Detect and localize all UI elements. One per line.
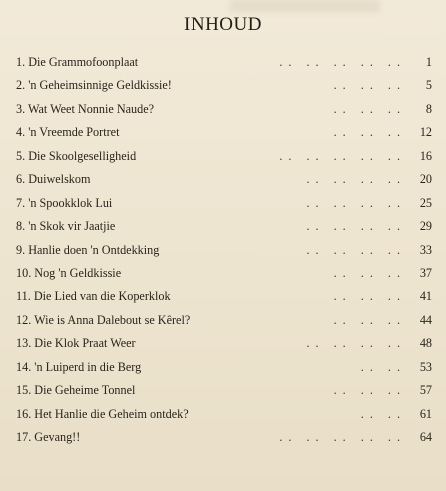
toc-entry-text — [16, 379, 135, 402]
chapter-number: 2. — [16, 78, 26, 93]
chapter-number: 15. — [16, 383, 32, 398]
chapter-number: 9. — [16, 242, 26, 257]
toc-entry — [16, 356, 432, 379]
chapter-number: 5. — [16, 148, 26, 163]
dot-leader: .. .. .. .. .. — [279, 148, 406, 163]
toc-entry — [16, 309, 432, 332]
table-of-contents — [16, 51, 432, 449]
show-through-smudge — [230, 0, 380, 12]
chapter-title: 'n Vreemde Portret — [28, 125, 120, 140]
chapter-number: 13. — [16, 336, 32, 351]
dot-leader: .. .. — [360, 406, 406, 421]
toc-entry-text — [16, 239, 159, 262]
page-number: 20 — [419, 172, 432, 187]
toc-entry — [16, 332, 432, 355]
page-number: 12 — [419, 125, 432, 140]
toc-entry-text — [16, 98, 154, 121]
toc-entry-text — [16, 403, 189, 426]
dot-leader: .. .. .. — [333, 101, 406, 116]
chapter-title: Nog 'n Geldkissie — [34, 265, 122, 280]
page-number: 37 — [419, 265, 432, 280]
chapter-number: 4. — [16, 125, 26, 140]
dot-leader: .. .. .. .. — [306, 172, 406, 187]
toc-entry-text — [16, 285, 171, 308]
dot-leader: .. .. .. — [333, 78, 406, 93]
chapter-number: 10. — [16, 265, 32, 280]
chapter-number: 14. — [16, 359, 32, 374]
page-title: INHOUD — [184, 14, 262, 35]
toc-entry — [16, 403, 432, 426]
toc-entry-text — [16, 192, 112, 215]
dot-leader: .. .. .. — [333, 125, 406, 140]
chapter-number: 12. — [16, 312, 32, 327]
toc-entry-text — [16, 215, 115, 238]
dot-leader: .. .. .. — [333, 383, 406, 398]
toc-entry-text — [16, 74, 172, 97]
dot-leader: .. .. .. .. — [306, 242, 406, 257]
toc-entry — [16, 379, 432, 402]
dot-leader: .. .. .. .. — [306, 219, 406, 234]
toc-entry — [16, 121, 432, 144]
chapter-number: 8. — [16, 219, 26, 234]
page-number: 1 — [425, 55, 432, 69]
dot-leader: .. .. .. .. .. — [279, 430, 406, 444]
chapter-title: Gevang!! — [34, 430, 81, 444]
toc-entry-text — [16, 309, 190, 332]
chapter-number: 16. — [16, 406, 32, 421]
page-number: 44 — [419, 312, 432, 327]
toc-entry-text — [16, 356, 141, 379]
toc-entry — [16, 51, 432, 74]
page-number: 29 — [419, 219, 432, 234]
chapter-number: 3. — [16, 101, 26, 116]
chapter-number: 6. — [16, 172, 26, 187]
dot-leader: .. .. .. — [333, 289, 406, 304]
page-number: 57 — [419, 383, 432, 398]
chapter-title: 'n Geheimsinnige Geldkissie! — [28, 78, 172, 93]
chapter-number: 17. — [16, 430, 32, 444]
dot-leader: .. .. .. .. — [306, 195, 406, 210]
toc-entry — [16, 98, 432, 121]
toc-entry-text — [16, 332, 136, 355]
toc-entry — [16, 168, 432, 191]
chapter-title: Die Lied van die Koperklok — [33, 289, 171, 304]
dot-leader: .. .. .. — [333, 312, 406, 327]
toc-entry-text — [16, 262, 121, 285]
toc-entry-text — [16, 426, 80, 449]
chapter-title: Die Skoolgeselligheid — [28, 148, 137, 163]
chapter-title: Duiwelskom — [28, 172, 91, 187]
chapter-title: Wat Weet Nonnie Naude? — [27, 101, 155, 116]
page-number: 48 — [419, 336, 432, 351]
toc-entry — [16, 426, 432, 449]
chapter-title: 'n Spookklok Lui — [28, 195, 113, 210]
page-number: 8 — [425, 101, 432, 116]
chapter-title: 'n Skok vir Jaatjie — [28, 219, 116, 234]
toc-entry — [16, 285, 432, 308]
chapter-title: Die Geheime Tonnel — [34, 383, 136, 398]
dot-leader: .. .. .. .. — [306, 336, 406, 351]
toc-entry — [16, 192, 432, 215]
chapter-title: Die Grammofoonplaat — [28, 55, 139, 69]
chapter-title: Wie is Anna Dalebout se Kêrel? — [34, 312, 191, 327]
toc-entry — [16, 74, 432, 97]
toc-entry — [16, 145, 432, 168]
dot-leader: .. .. .. .. .. — [279, 55, 406, 69]
dot-leader: .. .. .. — [333, 265, 406, 280]
chapter-title: 'n Luiperd in die Berg — [34, 359, 142, 374]
chapter-number: 1. — [16, 55, 26, 69]
page-number: 61 — [419, 406, 432, 421]
page-number: 5 — [425, 78, 432, 93]
toc-entry-text — [16, 51, 138, 74]
chapter-title: Die Klok Praat Weer — [34, 336, 136, 351]
page-number: 25 — [419, 195, 432, 210]
dot-leader: .. .. — [360, 359, 406, 374]
chapter-number: 11. — [16, 289, 31, 304]
toc-entry-text — [16, 121, 119, 144]
page-number: 33 — [419, 242, 432, 257]
chapter-title: Hanlie doen 'n Ontdekking — [28, 242, 160, 257]
toc-entry — [16, 262, 432, 285]
page-number: 64 — [419, 430, 432, 444]
toc-entry — [16, 239, 432, 262]
toc-entry-text — [16, 168, 90, 191]
page-number: 16 — [419, 148, 432, 163]
toc-entry-text — [16, 145, 136, 168]
chapter-number: 7. — [16, 195, 26, 210]
page-number: 41 — [419, 289, 432, 304]
toc-entry — [16, 215, 432, 238]
chapter-title: Het Hanlie die Geheim ontdek? — [34, 406, 189, 421]
page-number: 53 — [419, 359, 432, 374]
